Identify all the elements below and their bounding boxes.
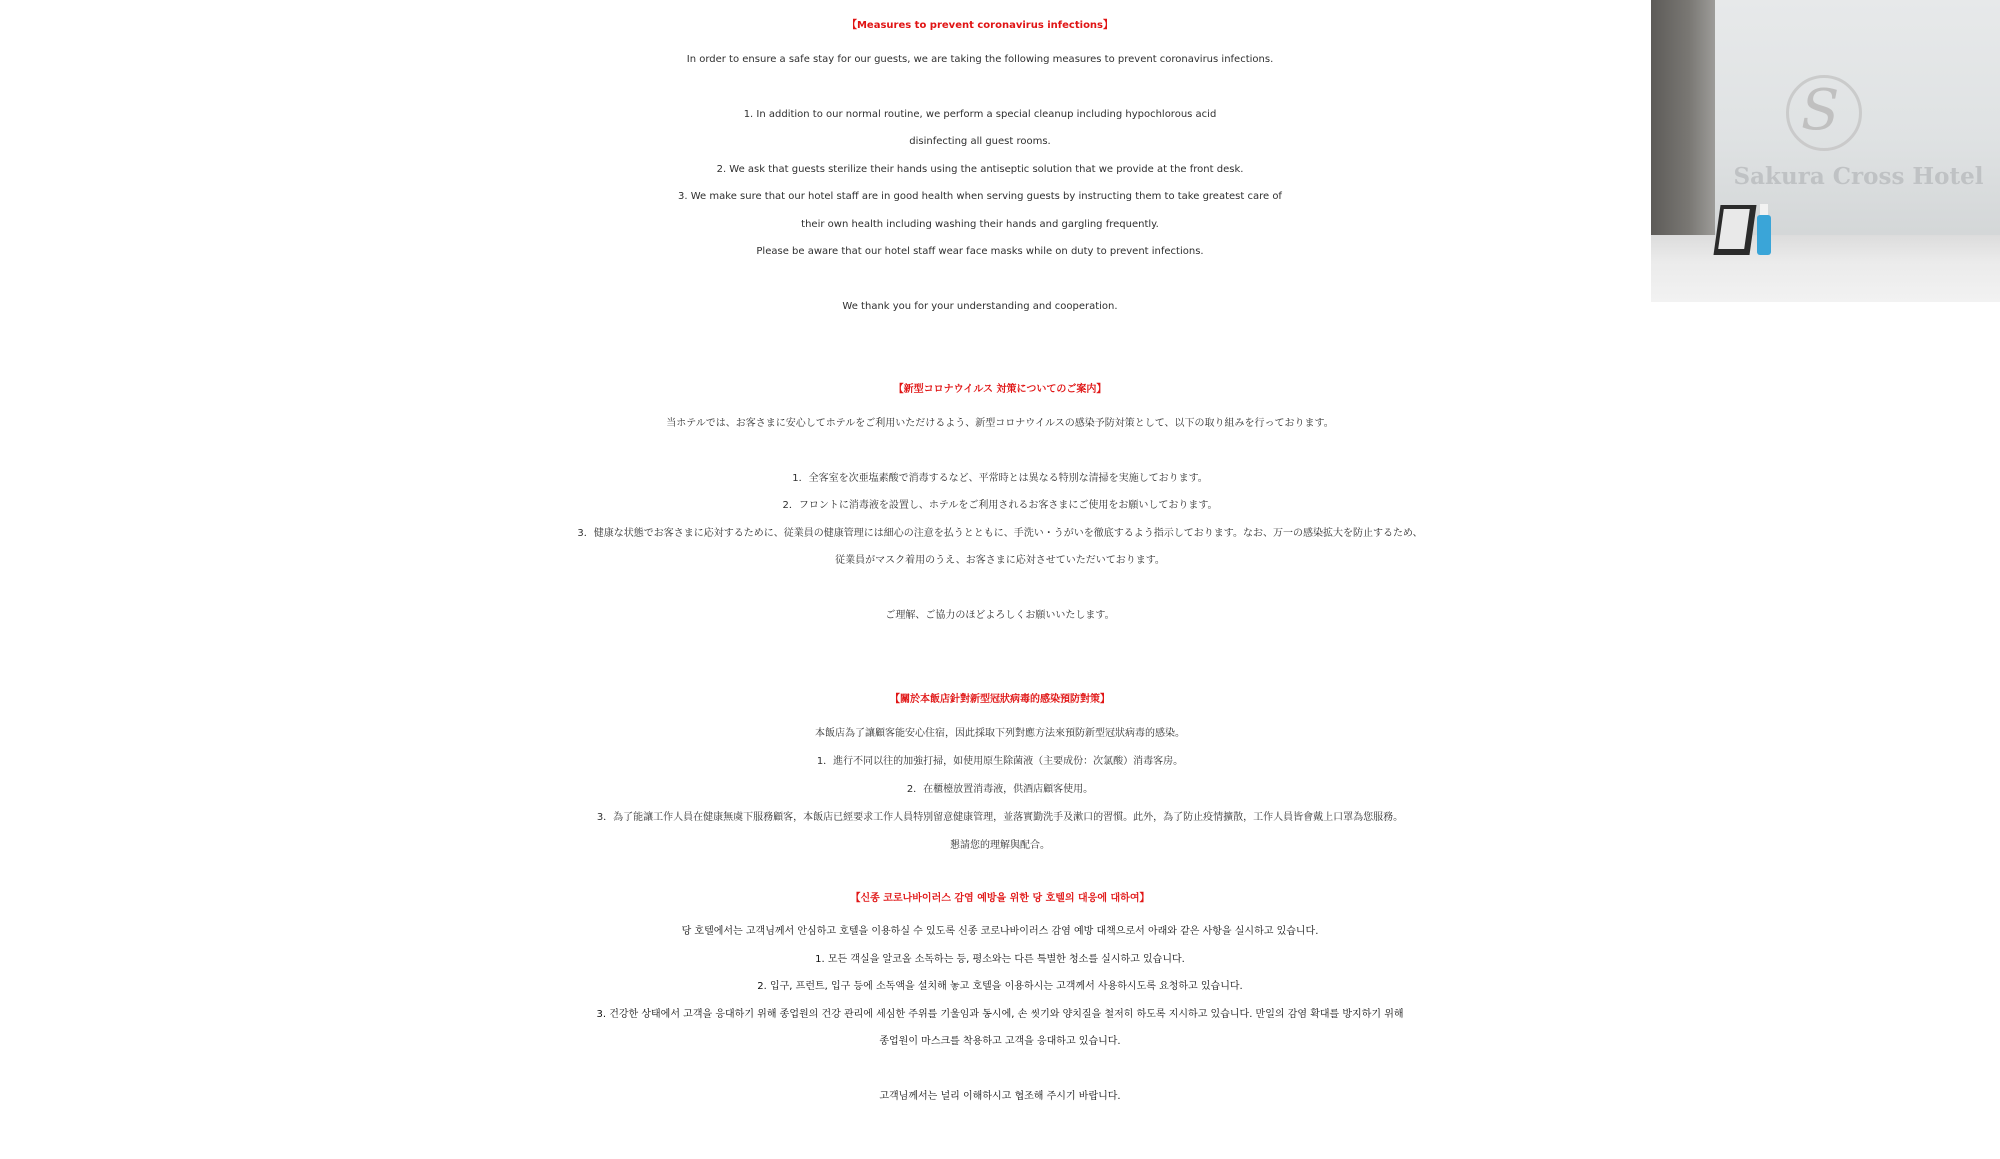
english-item-1-line-1: 1. In addition to our normal routine, we perform a special cleanup including hypochlorous acid	[743, 108, 1217, 120]
hotel-front-desk-photo	[1651, 0, 2000, 302]
hotel-brand-text: Sakura Cross Hotel	[1733, 163, 1984, 190]
chinese-thanks: 懇請您的理解與配合。	[950, 840, 1050, 851]
korean-section	[0, 880, 2000, 1110]
spacer	[0, 575, 2000, 602]
english-intro: In order to ensure a safe stay for our guests, we are taking the following measures to prevent coronavirus infections.	[686, 54, 1274, 65]
japanese-intro: 当ホテルでは、お客さまに安心してホテルをご利用いただけるよう、新型コロナウイルスの感染予防対策として、以下の取り組みを行っております。	[666, 418, 1334, 429]
japanese-title: 【新型コロナウイルス 対策についてのご案内】	[893, 384, 1107, 395]
photo-counter	[1651, 235, 2000, 302]
english-item-3-line-2: their own health including washing their hands and gargling frequently.	[801, 218, 1159, 230]
korean-thanks: 고객님께서는 널리 이해하시고 협조해 주시기 바랍니다.	[879, 1090, 1121, 1102]
japanese-item-1: 1．全客室を次亜塩素酸で消毒するなど、平常時とは異なる特別な清掃を実施しております。	[792, 472, 1208, 484]
chinese-intro: 本飯店為了讓顧客能安心住宿，因此採取下列對應方法來預防新型冠狀病毒的感染。	[815, 728, 1185, 739]
english-mask-note: Please be aware that our hotel staff wear face masks while on duty to prevent infections.	[756, 246, 1204, 257]
photo-door	[1651, 0, 1715, 240]
english-thanks: We thank you for your understanding and cooperation.	[842, 300, 1118, 312]
chinese-item-1: 1．進行不同以往的加強打掃，如使用原生除菌液（主要成份：次氯酸）消毒客房。	[816, 756, 1184, 767]
korean-title: 【신종 코로나바이러스 감염 예방을 위한 당 호텔의 대응에 대하여】	[850, 893, 1150, 904]
japanese-item-2: 2．フロントに消毒液を設置し、ホテルをご利用されるお客さまにご使用をお願いしております。	[782, 500, 1218, 511]
korean-item-3-line-2: 종업원이 마스크를 착용하고 고객을 응대하고 있습니다.	[879, 1036, 1121, 1047]
japanese-item-3-line-2: 従業員がマスク着用のうえ、お客さまに応対させていただいております。	[835, 555, 1165, 566]
english-title: 【Measures to prevent coronavirus infections】	[846, 20, 1114, 31]
japanese-thanks: ご理解、ご協力のほどよろしくお願いいたします。	[885, 609, 1115, 621]
chinese-item-3: 3．為了能讓工作人員在健康無虞下服務顧客，本飯店已經要求工作人員特別留意健康管理，並落實勤洗手及漱口的習慣。此外，為了防止疫情擴散，工作人員皆會戴上口罩為您服務。	[596, 812, 1404, 823]
korean-intro: 당 호텔에서는 고객님께서 안심하고 호텔을 이용하실 수 있도록 신종 코로나바이러스 감염 예방 대책으로서 아래와 같은 사항을 실시하고 있습니다.	[681, 926, 1319, 937]
sanitizer-bottle-icon	[1757, 215, 1771, 255]
japanese-section	[0, 370, 2000, 629]
chinese-title: 【關於本飯店針對新型冠狀病毒的感染預防對策】	[890, 694, 1110, 705]
korean-item-1: 1. 모든 객실을 알코올 소독하는 등, 평소와는 다른 특별한 청소를 실시하고 있습니다.	[815, 953, 1185, 965]
chinese-item-2: 2．在櫃檯放置消毒液，供酒店顧客使用。	[906, 784, 1094, 795]
korean-item-3-line-1: 3. 건강한 상태에서 고객을 응대하기 위해 종업원의 건강 관리에 세심한 주위를 기울임과 동시에, 손 씻기와 양치질을 철저히 하도록 지시하고 있습니다. 만일의 감염 확대를 방지하기 위해	[596, 1008, 1404, 1020]
english-item-1-line-2: disinfecting all guest rooms.	[909, 136, 1051, 147]
chinese-section	[0, 680, 2000, 860]
spacer	[0, 438, 2000, 465]
english-item-2: 2. We ask that guests sterilize their hands using the antiseptic solution that we provide at the front desk.	[716, 163, 1244, 175]
english-item-3-line-1: 3. We make sure that our hotel staff are in good health when serving guests by instructing them to take greatest care of	[678, 191, 1282, 202]
hotel-logo-letter: S	[1801, 78, 1840, 143]
spacer	[0, 1056, 2000, 1083]
japanese-item-3-line-1: 3．健康な状態でお客さまに応対するために、従業員の健康管理には細心の注意を払うとともに、手洗い・うがいを徹底するよう指示しております。なお、万一の感染拡大を防止するため、	[577, 527, 1423, 539]
korean-item-2: 2. 입구, 프런트, 입구 등에 소독액을 설치해 놓고 호텔을 이용하시는 고객께서 사용하시도록 요청하고 있습니다.	[757, 981, 1243, 992]
